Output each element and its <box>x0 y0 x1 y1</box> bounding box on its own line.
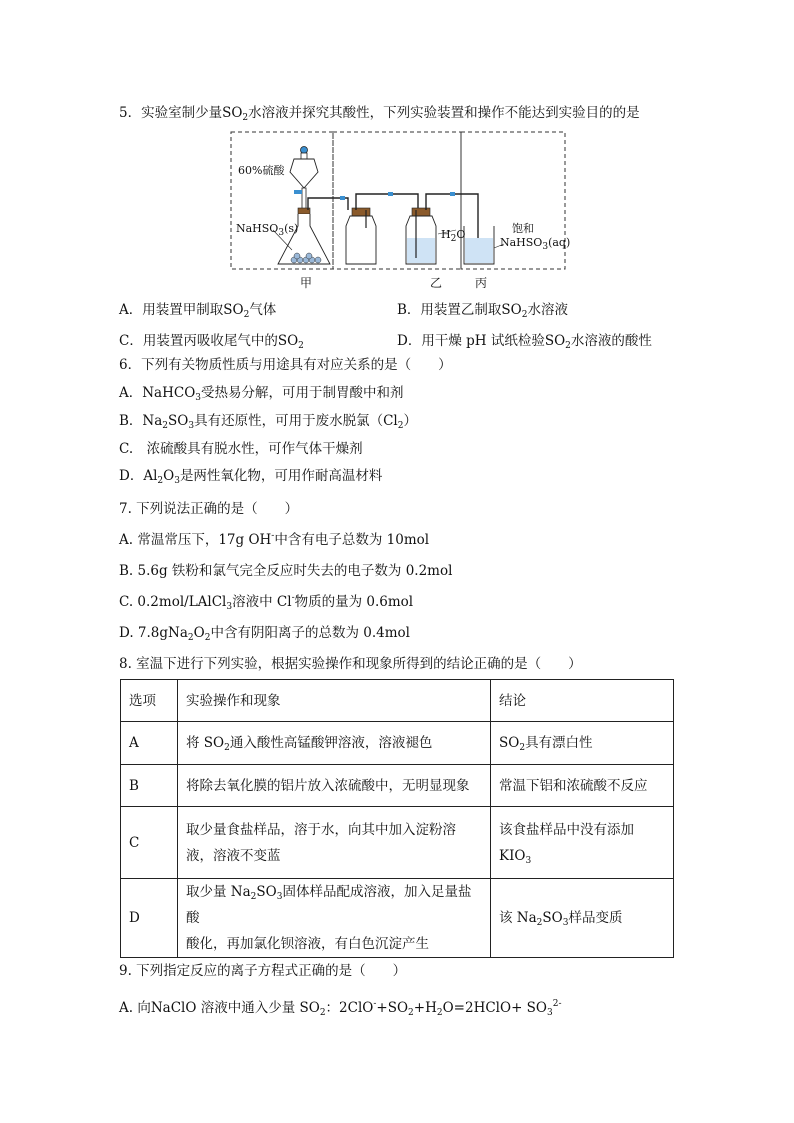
label-nahso3-aq: NaHSO$_3$(aq) <box>500 236 571 252</box>
q6-stem: 6．下列有关物质性质与用途具有对应关系的是（ ） <box>119 357 452 373</box>
q5-option-b: B．用装置乙制取$SO_2$水溶液 <box>397 302 568 320</box>
table-cell-operation: 将除去氧化膜的铝片放入浓硫酸中，无明显现象 <box>178 765 491 807</box>
label-bing: 丙 <box>475 276 488 290</box>
table-cell-conclusion: 常温下铝和浓硫酸不反应 <box>491 765 674 807</box>
q8-stem: 8. 室温下进行下列实验，根据实验操作和现象所得到的结论正确的是（ ） <box>119 656 582 672</box>
conclusion-line: $KIO_3$ <box>499 847 532 866</box>
table-header-cell: 结论 <box>491 680 674 722</box>
q7-option-d: D. $7.8gNa_2O_2$中含有阴阳离子的总数为 0.4mol <box>119 625 410 643</box>
apparatus-figure <box>228 130 571 290</box>
q6-option-d: D．$Al_2O_3$是两性氧化物，可用作耐高温材料 <box>119 468 383 486</box>
table-row <box>121 879 674 958</box>
table-cell-operation: 将 $SO_2$通入酸性高锰酸钾溶液，溶液褪色 <box>178 722 491 765</box>
q5-option-c: C．用装置丙吸收尾气中的$SO_2$ <box>119 333 304 351</box>
q7-option-b: B. 5.6g 铁粉和氯气完全反应时失去的电子数为 0.2mol <box>119 563 453 579</box>
q5-option-a: A．用装置甲制取$SO_2$气体 <box>119 302 277 320</box>
q5-stem: 5．实验室制少量$SO_2$水溶液并探究其酸性，下列实验装置和操作不能达到实验目的的是 <box>119 105 640 123</box>
table-cell-conclusion: $SO_2$具有漂白性 <box>491 722 674 765</box>
label-saturated: 饱和 <box>512 222 534 235</box>
table-cell-operation <box>178 807 491 879</box>
table-header-cell: 选项 <box>121 680 178 722</box>
label-yi: 乙 <box>430 276 443 290</box>
label-water: $H_2O$ <box>441 228 466 244</box>
q9-stem: 9. 下列指定反应的离子方程式正确的是（ ） <box>119 963 407 979</box>
label-jia: 甲 <box>300 276 313 290</box>
label-acid: 60%硫酸 <box>238 164 285 177</box>
table-cell-option: D <box>121 879 178 958</box>
conclusion-line: 该食盐样品中没有添加 <box>499 821 634 838</box>
table-header-cell: 实验操作和现象 <box>178 680 491 722</box>
q5-option-d: D．用干燥 pH 试纸检验$SO_2$水溶液的酸性 <box>397 333 652 351</box>
q8-table <box>120 679 674 958</box>
operation-line: 酸化，再加氯化钡溶液，有白色沉淀产生 <box>186 936 429 952</box>
q7-option-a: A. 常温常压下，17g OH-中含有电子总数为 10mol <box>119 531 430 548</box>
table-cell-conclusion <box>491 807 674 879</box>
table-header-row <box>121 680 674 722</box>
operation-line: 液，溶液不变蓝 <box>186 847 281 864</box>
table-row <box>121 722 674 765</box>
q7-stem: 7. 下列说法正确的是（ ） <box>119 501 299 517</box>
table-row <box>121 765 674 807</box>
q6-option-c: C. 浓硫酸具有脱水性，可作气体干燥剂 <box>119 441 363 457</box>
label-nahso3-solid: NaHSO$_3$(s) <box>236 222 299 238</box>
operation-line: 取少量 $Na_2SO_3$固体样品配成溶液，加入足量盐酸 <box>186 884 472 926</box>
table-cell-operation <box>178 879 491 958</box>
table-cell-option: A <box>121 722 178 765</box>
q6-option-a: A．NaHCO$_3$受热易分解，可用于制胃酸中和剂 <box>119 385 404 403</box>
q9-option-a: A. 向NaClO 溶液中通入少量 $SO_2$：$2ClO^-+SO_2+H_2O=2HClO+ SO_3^{2-}$ <box>119 999 562 1018</box>
q7-option-c: C. 0.2mol/LAlCl$_3$溶液中 Cl-物质的量为 0.6mol <box>119 593 414 612</box>
table-row <box>121 807 674 879</box>
table-cell-option: B <box>121 765 178 807</box>
table-cell-conclusion: 该 $Na_2SO_3$样品变质 <box>491 879 674 958</box>
operation-line: 取少量食盐样品，溶于水，向其中加入淀粉溶 <box>186 821 456 838</box>
q6-option-b: B．$Na_2SO_3$具有还原性，可用于废水脱氯$(Cl_2)$ <box>119 413 417 431</box>
table-cell-option: C <box>121 807 178 879</box>
